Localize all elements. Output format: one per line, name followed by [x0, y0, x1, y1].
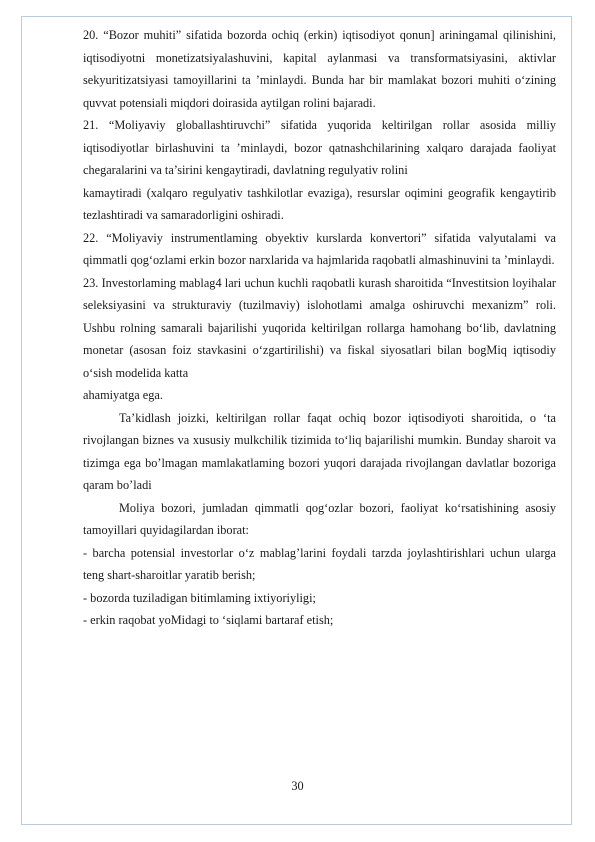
- paragraph-principles: Moliya bozori, jumladan qimmatli qog‘ozlar bozori, faoliyat ko‘rsatishining asosiy tamoyillari quyidagilardan iborat:: [83, 500, 556, 537]
- page-number: 30: [291, 779, 304, 793]
- list-item: - barcha potensial investorlar o‘z mablag’larini foydali tarzda joylashtirishlari uchun ularga teng shart-sharoitlar yaratib berish;: [83, 545, 556, 582]
- paragraph-21: 21. “Moliyaviy globallashtiruvchi” sifatida yuqorida keltirilgan rollar asosida milliy iqtisodiyotlar birlashuvini ta ’minlaydi, bozor qatnashchilarining xalqaro darajada faoliyat chegaralarini va ta’sirini kengaytiradi, davlatning regulyativ rolini: [83, 118, 556, 177]
- paragraph-conditions: Ta’kidlash joizki, keltirilgan rollar faqat ochiq bozor iqtisodiyoti sharoitida, o ‘ta rivojlangan biznes va xususiy mulkchilik tizimida to‘liq bajarilishi mumkin. Bunday sharoit va tizimga ega bo’lmagan mamlakatlaming bozori yuqori darajada rivojlangan davlatlar bozoriga qaram bo’ladi: [83, 410, 556, 492]
- paragraph-23: 23. Investorlaming mablag4 lari uchun kuchli raqobatli kurash sharoitida “Investitsion loyihalar seleksiyasini va strukturaviy (tuzilmaviy) islohotlami amalga oshiruvchi mexanizm” roli. Ushbu rolning samarali bajarilishi yuqorida keltirilgan rollarga hamohang bo‘lib, davlatning monetar (asosan foiz stavkasini o‘zgartirilishi) va fiskal siyosatlari bilan bogMiq iqtisodiy o‘sish modelida katta: [83, 275, 556, 380]
- document-body: [83, 24, 556, 632]
- paragraph-21-continued: kamaytiradi (xalqaro regulyativ tashkilotlar evaziga), resurslar oqimini geografik kengaytirib tezlashtiradi va samaradorligini oshiradi.: [83, 185, 556, 222]
- paragraph-20: 20. “Bozor muhiti” sifatida bozorda ochiq (erkin) iqtisodiyot qonun] ariningamal qilinishini, iqtisodiyotni monetizatsiyalashuvini, kapital aylanmasi va transformatsiyasini, aktivlar sekyuritizatsiyasi tamoyillarini ta ’minlaydi. Bunda har bir mamlakat bozori muhiti o‘zining quvvat potensiali miqdori doirasida aytilgan rolini bajaradi.: [83, 28, 556, 110]
- paragraph-22: 22. “Moliyaviy instrumentlaming obyektiv kurslarda konvertori” sifatida valyutalami va qimmatli qog‘ozlami erkin bozor narxlarida va hajmlarida raqobatli almashinuvini ta ’minlaydi.: [83, 230, 556, 267]
- list-item: - bozorda tuziladigan bitimlaming ixtiyoriyligi;: [83, 590, 316, 605]
- paragraph-23-end: ahamiyatga ega.: [83, 388, 163, 402]
- list-item: - erkin raqobat yoMidagi to ‘siqlami bartaraf etish;: [83, 613, 334, 627]
